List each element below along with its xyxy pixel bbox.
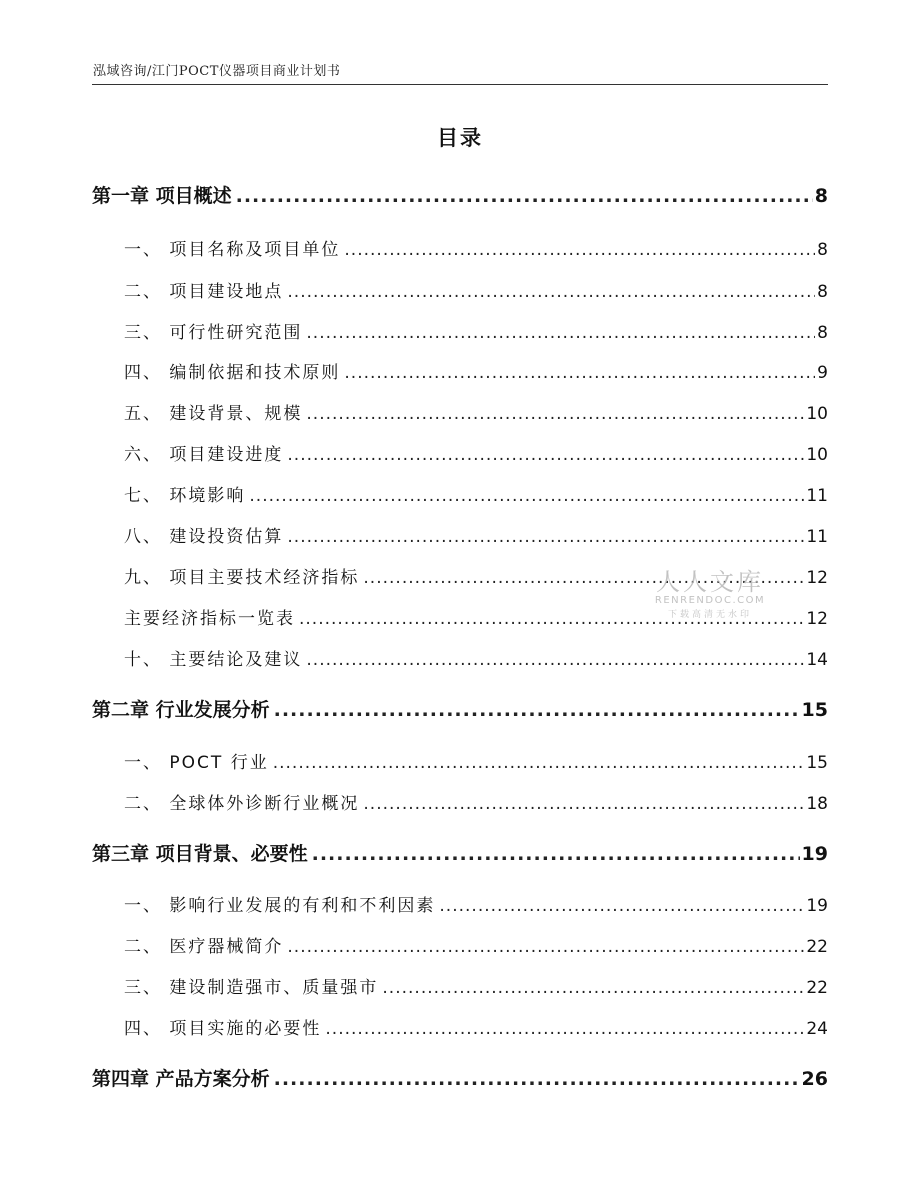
dot-leader [287,937,804,957]
toc-section-entry[interactable] [124,645,828,670]
toc-chapter-entry[interactable] [92,1064,828,1091]
toc-entry-label: 第一章 项目概述 [92,185,232,207]
toc-entry-label: 二、 全球体外诊断行业概况 [124,794,360,814]
watermark-tagline: 下载高清无水印 [667,610,752,620]
dot-leader [236,185,813,207]
dot-leader [363,794,804,814]
toc-entry-label: 九、 项目主要技术经济指标 [124,568,360,588]
toc-entry-label: 第四章 产品方案分析 [92,1068,270,1090]
toc-page-number: 11 [806,486,828,506]
dot-leader [274,1068,800,1090]
toc-title: 目录 [437,126,483,150]
toc-entry-label: 二、 医疗器械简介 [124,937,284,957]
toc-entry-label: 第二章 行业发展分析 [92,699,270,721]
toc-chapter-entry[interactable] [92,839,828,866]
toc-entry-label: 一、 影响行业发展的有利和不利因素 [124,896,436,916]
toc-page-number: 15 [801,699,828,721]
toc-entry-label: 三、 可行性研究范围 [124,323,303,343]
toc-entry-label: 主要经济指标一览表 [124,609,295,629]
toc-entry-label: 四、 编制依据和技术原则 [124,363,341,383]
toc-chapter-entry[interactable] [92,181,828,208]
toc-entry-label: 七、 环境影响 [124,486,246,506]
watermark-domain: RENRENDOC.COM [654,595,766,606]
toc-entry-label: 一、 POCT 行业 [124,753,269,773]
toc-page-number: 19 [806,896,828,916]
toc-page-number: 14 [806,650,828,670]
toc-entry-label: 八、 建设投资估算 [124,527,284,547]
toc-section-entry[interactable] [124,358,828,383]
toc-page-number: 22 [806,978,828,998]
dot-leader [306,404,804,424]
toc-section-entry[interactable] [124,235,828,260]
dot-leader [287,282,815,302]
running-header: 泓域咨询/江门POCT仪器项目商业计划书 [93,64,341,79]
dot-leader [439,896,804,916]
dot-leader [287,445,804,465]
toc-entry-label: 一、 项目名称及项目单位 [124,240,341,260]
toc-section-entry[interactable] [124,789,828,814]
toc-page-number: 8 [814,185,828,207]
toc-entry-label: 十、 主要结论及建议 [124,650,303,670]
toc-page-number: 9 [817,363,828,383]
toc-page-number: 8 [817,323,828,343]
dot-leader [382,978,804,998]
toc-entry-label: 六、 项目建设进度 [124,445,284,465]
dot-leader [249,486,804,506]
toc-entry-label: 四、 项目实施的必要性 [124,1019,322,1039]
toc-entry-label: 二、 项目建设地点 [124,282,284,302]
dot-leader [287,527,804,547]
toc-section-entry[interactable] [124,522,828,547]
dot-leader [344,363,815,383]
watermark-logo-text: 人人文库 [656,568,764,596]
toc-section-entry[interactable] [124,748,828,773]
toc-section-entry[interactable] [124,973,828,998]
toc-section-entry[interactable] [124,1014,828,1039]
toc-page-number: 12 [806,609,828,629]
toc-section-entry[interactable] [124,440,828,465]
toc-section-entry[interactable] [124,481,828,506]
toc-section-entry[interactable] [124,318,828,343]
toc-page-number: 10 [806,445,828,465]
toc-page-number: 24 [806,1019,828,1039]
dot-leader [312,843,800,865]
toc-entry-label: 五、 建设背景、规模 [124,404,303,424]
toc-page-number: 8 [817,282,828,302]
toc-page-number: 19 [801,843,828,865]
dot-leader [344,240,815,260]
toc-entry-label: 三、 建设制造强市、质量强市 [124,978,379,998]
watermark [640,562,780,620]
dot-leader [306,650,804,670]
toc-section-entry[interactable] [124,932,828,957]
header-divider [92,84,828,85]
toc-section-entry[interactable] [124,399,828,424]
toc-page-number: 18 [806,794,828,814]
toc-page-number: 22 [806,937,828,957]
dot-leader [325,1019,804,1039]
toc-page-number: 8 [817,240,828,260]
toc-chapter-entry[interactable] [92,695,828,722]
toc-section-entry[interactable] [124,891,828,916]
toc-page-number: 10 [806,404,828,424]
toc-entry-label: 第三章 项目背景、必要性 [92,843,308,865]
toc-page-number: 12 [806,568,828,588]
toc-page-number: 11 [806,527,828,547]
toc-section-entry[interactable] [124,277,828,302]
toc-page-number: 26 [801,1068,828,1090]
toc-page-number: 15 [806,753,828,773]
dot-leader [274,699,800,721]
dot-leader [273,753,805,773]
dot-leader [306,323,815,343]
